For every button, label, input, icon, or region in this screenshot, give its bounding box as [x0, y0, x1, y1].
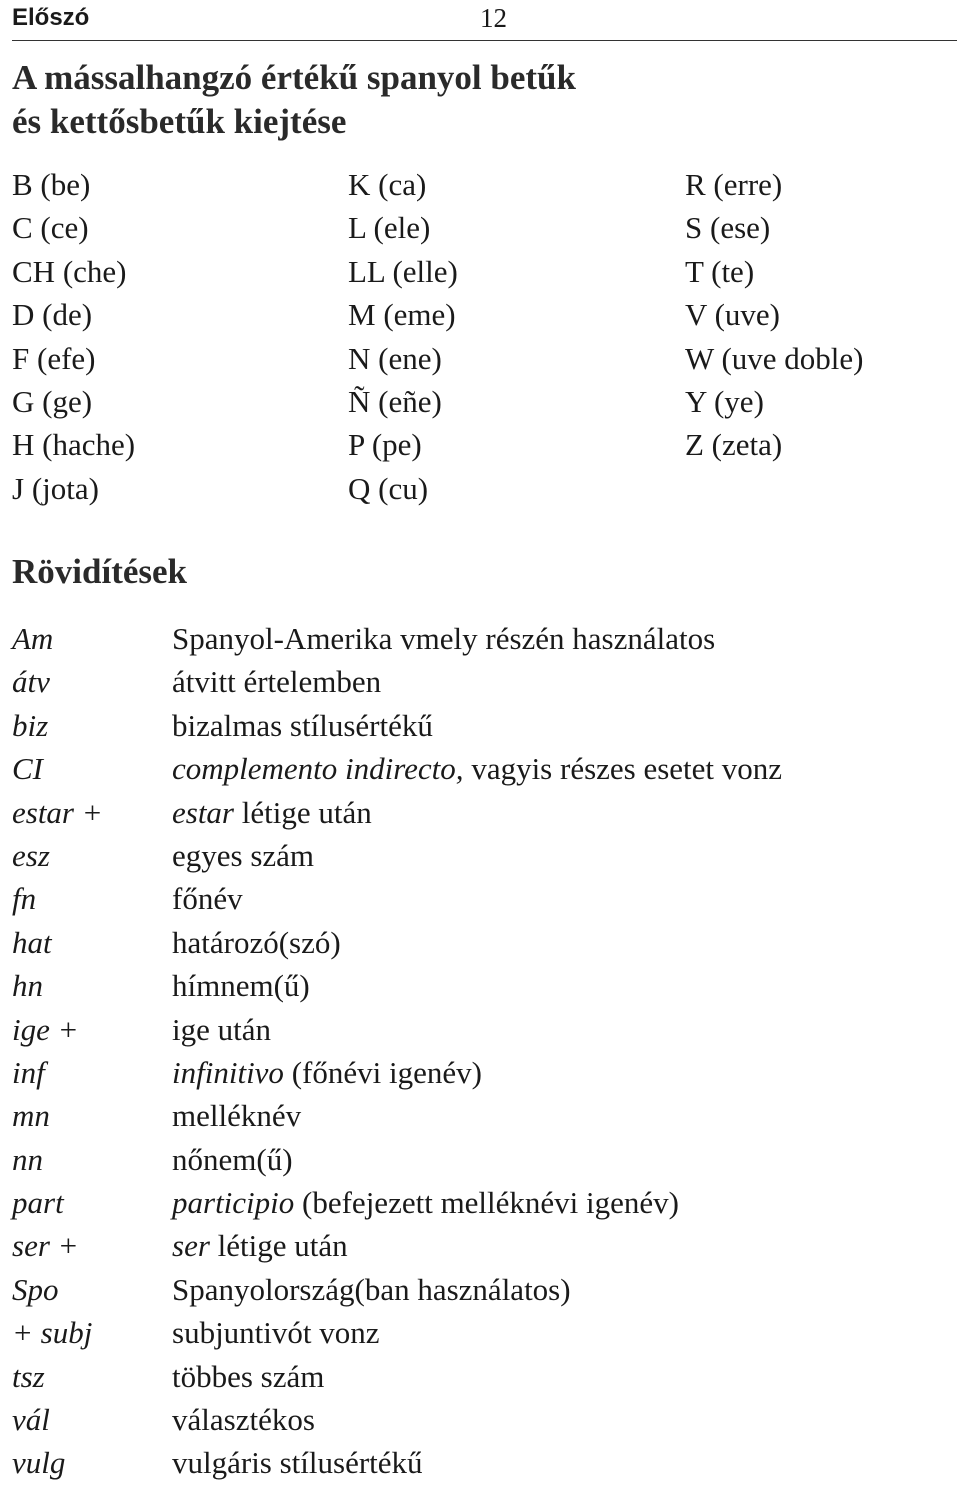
page-title-line-1: A mássalhangzó értékű spanyol betűk — [12, 58, 576, 97]
abbreviation-term: vál — [12, 1402, 50, 1438]
abbreviation-term: fn — [12, 881, 37, 917]
letter-item: L (ele) — [348, 210, 431, 246]
abbreviation-term: hat — [12, 924, 52, 960]
definition-text: választékos — [172, 1402, 315, 1438]
letter-item: CH (che) — [12, 253, 127, 289]
abbreviation-row — [12, 1311, 952, 1354]
abbreviation-term: ser + — [12, 1228, 79, 1264]
definition-text: subjuntivót vonz — [172, 1315, 380, 1351]
abbreviation-definition — [172, 791, 372, 834]
definition-italic: infinitivo — [172, 1054, 284, 1090]
page-header — [12, 0, 957, 41]
letter-item: Ñ (eñe) — [348, 384, 442, 420]
abbreviation-definition — [172, 1441, 423, 1484]
letter-item: F (efe) — [12, 340, 96, 376]
letter-item: D (de) — [12, 297, 93, 333]
abbreviation-row — [12, 1181, 952, 1224]
abbreviation-term: + subj — [12, 1315, 93, 1351]
abbreviation-term: estar + — [12, 794, 103, 830]
abbreviation-definition — [172, 834, 314, 877]
abbreviation-row — [12, 964, 952, 1007]
abbreviation-row — [12, 1138, 952, 1181]
definition-text: bizalmas stílusértékű — [172, 707, 433, 743]
abbreviation-definition — [172, 1311, 380, 1354]
abbreviation-definition — [172, 1268, 571, 1311]
page-title-line-2: és kettősbetűk kiejtése — [12, 102, 347, 141]
abbreviation-term: biz — [12, 707, 49, 743]
abbreviation-definition — [172, 877, 243, 920]
definition-italic: ser — [172, 1228, 210, 1264]
letter-item: LL (elle) — [348, 253, 458, 289]
definition-text: létige után — [234, 794, 372, 830]
abbreviation-definition — [172, 617, 715, 660]
section-label: Előszó — [12, 4, 90, 31]
abbreviation-row — [12, 1355, 952, 1398]
abbreviation-definition — [172, 704, 433, 747]
definition-text: egyes szám — [172, 837, 315, 873]
letter-item: H (hache) — [12, 427, 136, 463]
abbreviation-definition — [172, 921, 341, 964]
abbreviation-definition — [172, 1181, 679, 1224]
abbreviation-term: mn — [12, 1098, 50, 1134]
letter-item: T (te) — [685, 253, 755, 289]
abbreviation-definition — [172, 1008, 271, 1051]
abbreviation-row — [12, 617, 952, 660]
abbreviation-row — [12, 1441, 952, 1484]
letter-item: P (pe) — [348, 427, 422, 463]
definition-text: melléknév — [172, 1098, 302, 1134]
page-title — [12, 56, 942, 144]
abbreviation-term: esz — [12, 837, 50, 873]
letter-item: M (eme) — [348, 297, 456, 333]
abbreviation-definition — [172, 1094, 301, 1137]
letter-item: N (ene) — [348, 340, 442, 376]
definition-text: ige után — [172, 1011, 271, 1047]
letter-item: V (uve) — [685, 297, 780, 333]
definition-text: vagyis részes esetet vonz — [463, 751, 783, 787]
abbreviation-row — [12, 747, 952, 790]
abbreviation-term: vulg — [12, 1445, 66, 1481]
definition-text: átvitt értelemben — [172, 664, 382, 700]
abbreviation-row — [12, 1051, 952, 1094]
definition-text: (befejezett melléknévi igenév) — [294, 1185, 679, 1221]
abbreviation-row — [12, 791, 952, 834]
definition-text: Spanyol-Amerika vmely részén használatos — [172, 621, 716, 656]
abbreviation-row — [12, 1094, 952, 1137]
abbreviation-row — [12, 877, 952, 920]
abbreviation-list — [12, 617, 952, 1485]
abbreviation-definition — [172, 660, 381, 703]
abbreviation-row — [12, 921, 952, 964]
abbreviation-row — [12, 1008, 952, 1051]
definition-text: többes szám — [172, 1358, 325, 1394]
abbreviation-term: CI — [12, 751, 43, 787]
letter-item: R (erre) — [685, 167, 783, 202]
abbreviation-definition — [172, 747, 782, 790]
abbreviation-definition — [172, 1398, 315, 1441]
abbreviation-row — [12, 1398, 952, 1441]
definition-italic: complemento indirecto, — [172, 751, 464, 787]
abbreviation-definition — [172, 1138, 293, 1181]
letter-column-3 — [685, 163, 863, 467]
abbreviation-definition — [172, 1051, 482, 1094]
abbreviation-definition — [172, 1355, 324, 1398]
definition-text: (főnévi igenév) — [283, 1054, 482, 1090]
definition-text: vulgáris stílusértékű — [172, 1445, 423, 1481]
abbreviation-term: hn — [12, 968, 43, 1004]
letter-item: Y (ye) — [685, 384, 764, 420]
definition-text: nőnem(ű) — [172, 1141, 293, 1177]
letter-item: J (jota) — [12, 470, 99, 506]
abbreviation-row — [12, 1268, 952, 1311]
definition-text: hímnem(ű) — [172, 968, 310, 1004]
page-number: 12 — [480, 3, 507, 33]
definition-text: főnév — [172, 881, 243, 917]
abbreviation-term: ige + — [12, 1011, 79, 1047]
abbreviation-term: Spo — [12, 1271, 59, 1307]
abbreviation-row — [12, 834, 952, 877]
definition-text: létige után — [209, 1228, 348, 1264]
abbreviation-term: nn — [12, 1141, 43, 1177]
letter-item: G (ge) — [12, 384, 93, 420]
abbreviation-term: tsz — [12, 1358, 45, 1394]
letter-item: Z (zeta) — [685, 427, 783, 463]
letter-column-2 — [348, 163, 458, 510]
abbreviation-term: Am — [12, 621, 54, 656]
letter-item: C (ce) — [12, 210, 89, 246]
letter-item: W (uve doble) — [685, 340, 864, 376]
letter-column-1 — [12, 163, 135, 510]
abbreviation-row — [12, 1224, 952, 1267]
letter-item: S (ese) — [685, 210, 771, 246]
abbreviation-term: inf — [12, 1054, 45, 1090]
abbreviation-definition — [172, 1224, 348, 1267]
letter-item: Q (cu) — [348, 470, 429, 506]
definition-italic: participio — [172, 1185, 295, 1221]
definition-italic: estar — [172, 794, 234, 830]
abbreviation-term: part — [12, 1185, 64, 1221]
abbreviations-heading: Rövidítések — [12, 552, 187, 591]
letter-item: K (ca) — [348, 167, 427, 202]
abbreviation-row — [12, 660, 952, 703]
definition-text: határozó(szó) — [172, 924, 341, 960]
abbreviation-definition — [172, 964, 310, 1007]
abbreviation-row — [12, 704, 952, 747]
definition-text: Spanyolország(ban használatos) — [172, 1271, 571, 1307]
letter-item: B (be) — [12, 167, 91, 202]
abbreviation-term: átv — [12, 664, 50, 700]
